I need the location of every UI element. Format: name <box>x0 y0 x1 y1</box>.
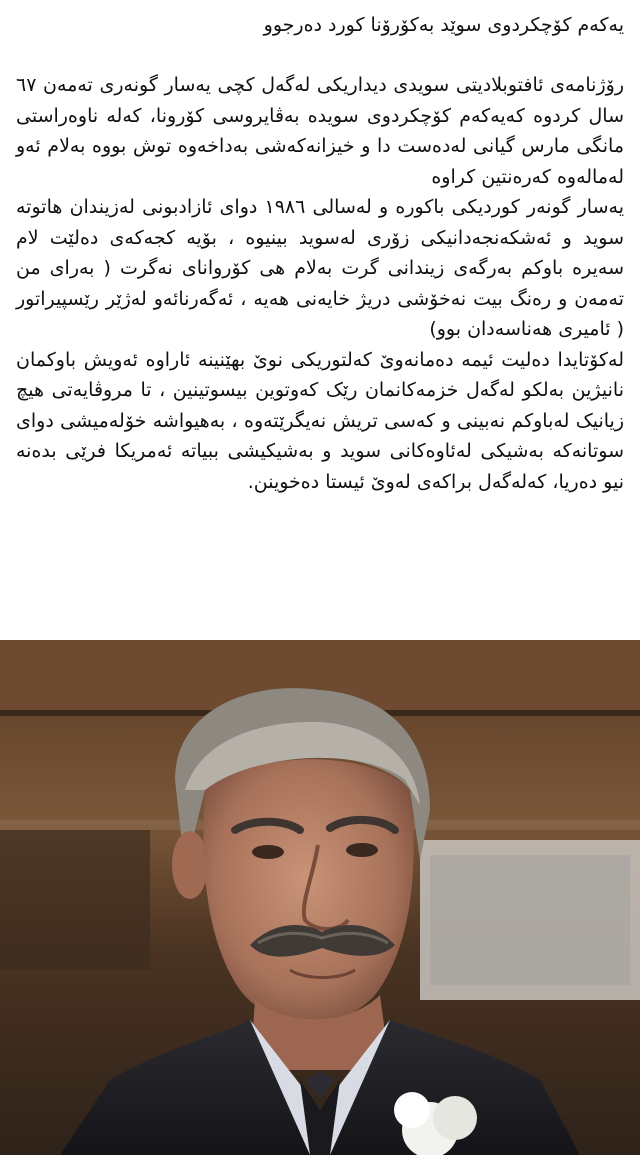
article-headline: یەکەم کۆچکردوی سوێد بەکۆرۆنا کورد دەرجوو <box>263 14 624 36</box>
portrait-illustration <box>0 640 640 1155</box>
article-paragraph-1: رۆژنامەی ئافتوبلادیتی سویدی دیداریکی لەگەل کچی یەسار گونەری تەمەن ٦٧ سال کردوە کەیەکەم کۆچکردوی سویدە بەڤایروسی کۆرونا، کەلە ناوەراستی مانگی مارس گیانی لەدەست دا و خیزانەکەشی بەداخەوە توش بووە بەلام ئەو لەمالەوە کەرەنتین کراوە <box>16 74 624 188</box>
portrait-photo <box>0 640 640 1155</box>
article-paragraph-3: لەکۆتایدا دەلیت ئیمە دەمانەوێ کەلتوریکی نوێ بهێنینە ئاراوە ئەویش باوکمان نانیژین بەلکو لەگەل خزمەکانمان رێک کەوتوین بیسوتینین ، تا مروڤایەتی هیچ زیانیک لەباوکم نەبینی و کەسی تریش نەیگرێتەوە ، بەهیواشە خۆلەمیشی دوای سوتانەکە بەشیکی لەئاوەکانی سوید و بەشیکیشی ببیاتە ئەمریکا فرێی بدەنە نیو دەریا، کەلەگەل براکەی لەوێ ئیستا دەخوینن. <box>16 348 624 493</box>
article-paragraph-2: یەسار گونەر کوردیکی باکورە و لەسالی ١٩٨٦ دوای ئازادبونی لەزیندان هاتوتە سوید و ئەشکەنجەدانیکی زۆری لەسوید بینیوە ، بۆیە کجەکەی دەلێت لام سەیرە باوکم بەرگەی زیندانی گرت بەلام هی کۆروانای نەگرت ( بەرای من تەمەن و رەنگ بیت نەخۆشی دریژ خایەنی هەیە ، ئەگەرنائەو لەژێر رێسپیراتور ( ئامیری هەناسەدان بوو) <box>16 196 624 340</box>
